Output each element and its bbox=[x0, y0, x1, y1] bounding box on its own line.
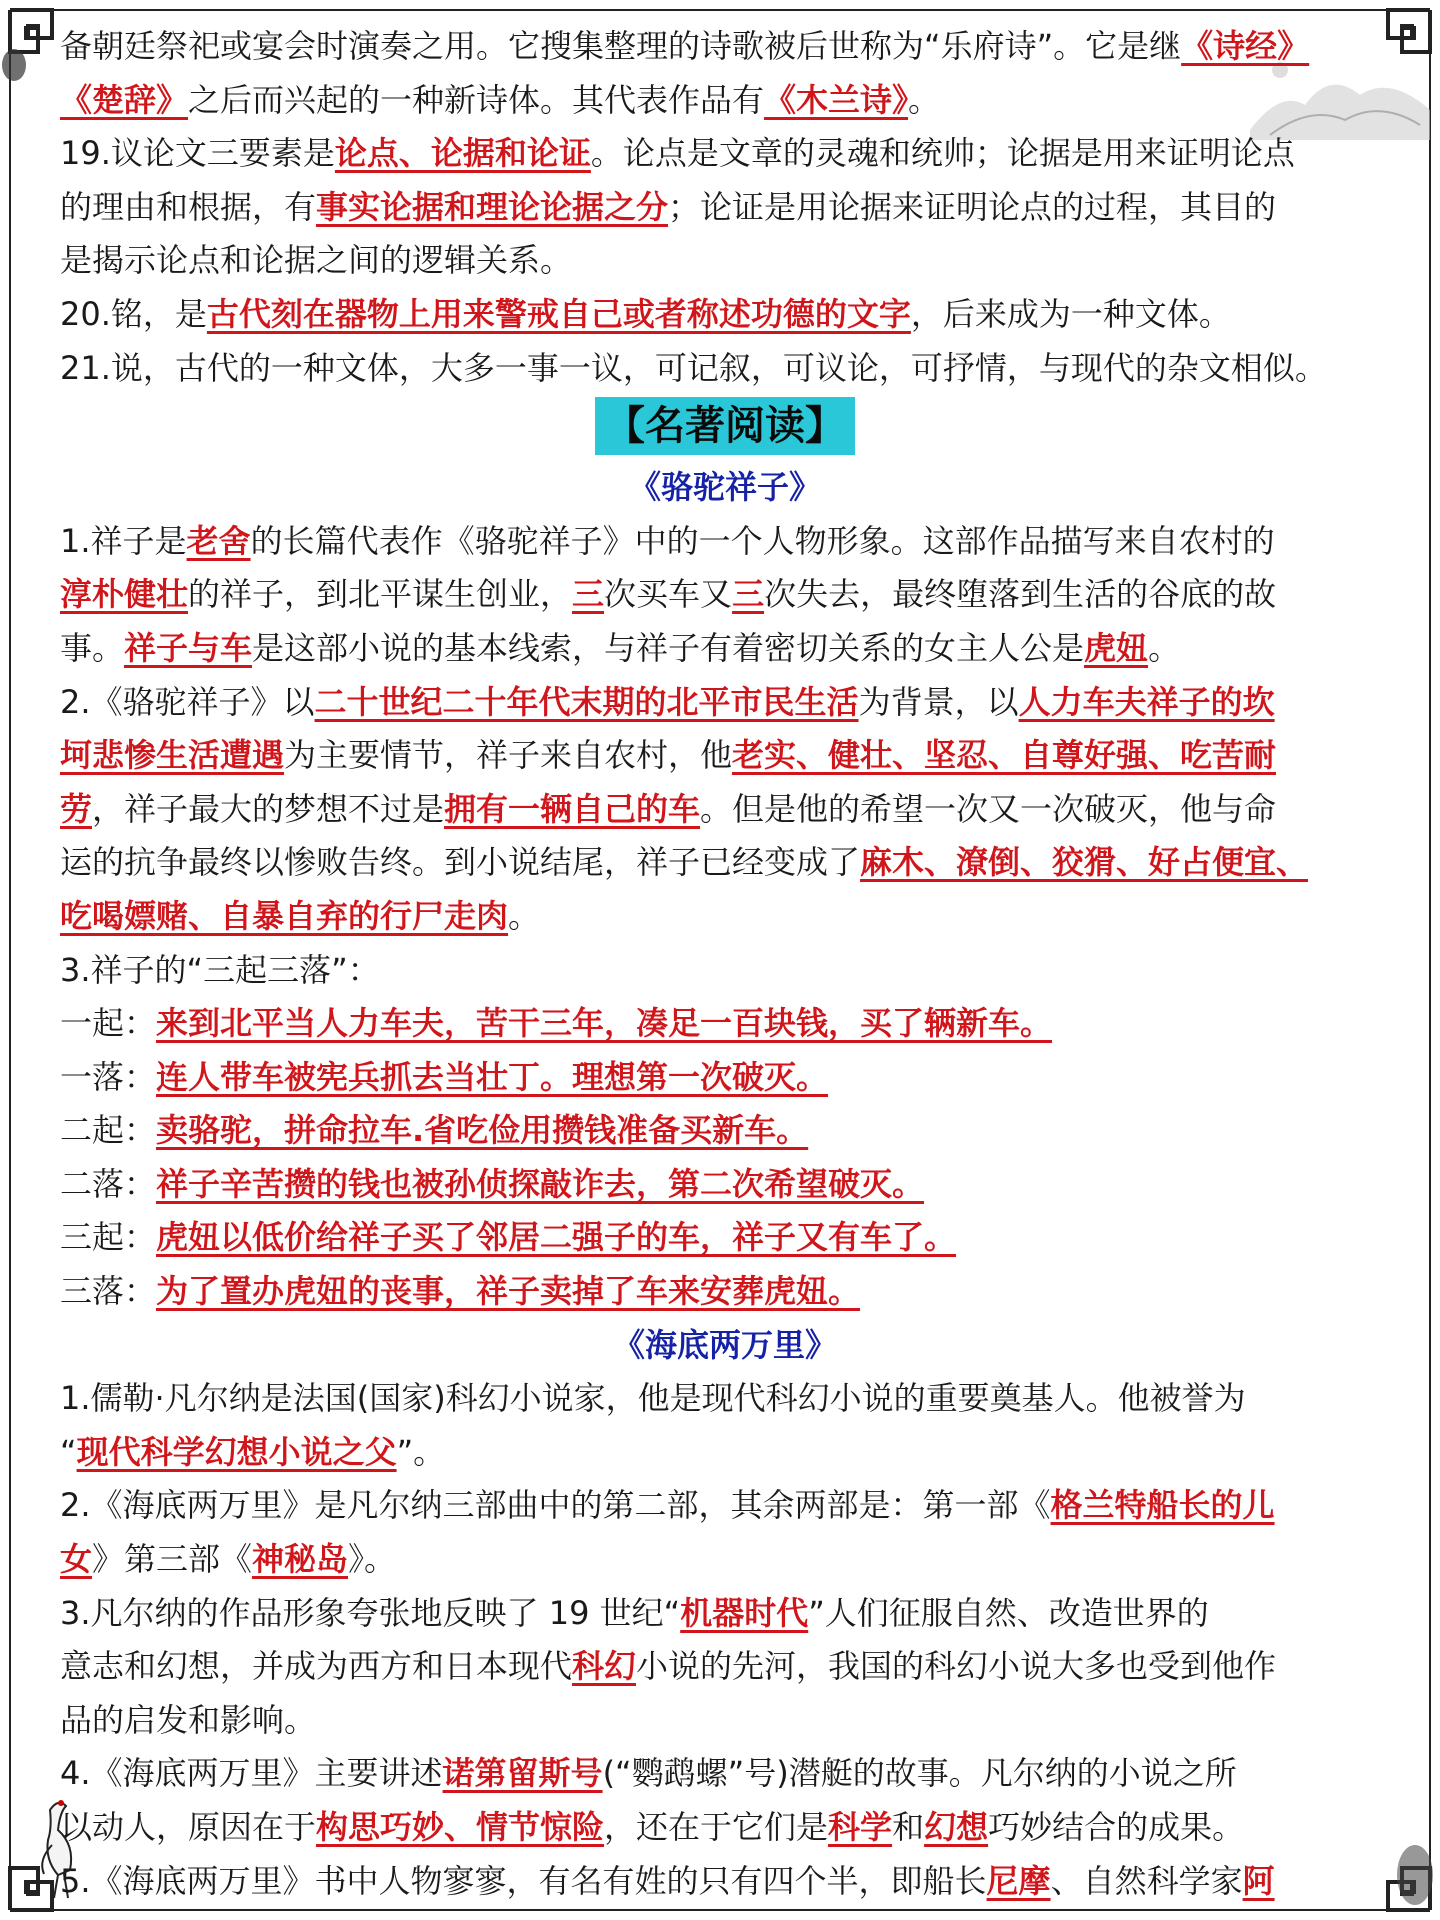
text-segment: 次失去，最终堕落到生活的谷底的故 bbox=[764, 575, 1277, 614]
key-answer: 吃喝嫖赌、自暴自弃的行尸走肉 bbox=[60, 896, 509, 935]
text-segment: 品的启发和影响。 bbox=[60, 1700, 317, 1739]
text-segment: 。但是他的希望一次又一次破灭，他与命 bbox=[700, 789, 1277, 828]
ink-blot-icon bbox=[1385, 1830, 1440, 1920]
text-line bbox=[60, 1426, 1390, 1480]
text-line bbox=[60, 890, 1390, 944]
text-line bbox=[60, 515, 1390, 569]
text-line bbox=[60, 836, 1390, 890]
document-body bbox=[60, 20, 1390, 1908]
key-answer: 神秘岛 bbox=[252, 1540, 349, 1579]
text-segment: 事。 bbox=[60, 628, 125, 667]
text-line bbox=[60, 1533, 1390, 1587]
camel-title: 《骆驼祥子》 bbox=[628, 468, 821, 507]
text-segment: ，后来成为一种文体。 bbox=[910, 294, 1231, 333]
key-answer: 科学 bbox=[828, 1808, 893, 1846]
text-segment: 2.《海底两万里》是凡尔纳三部曲中的第二部，其余两部是：第一部《 bbox=[60, 1486, 1051, 1525]
key-answer: 老实、健壮、坚忍、自尊好强、吃苦耐 bbox=[732, 736, 1277, 775]
key-answer: 现代科学幻想小说之父 bbox=[76, 1432, 397, 1471]
key-answer: 尼摩 bbox=[986, 1861, 1051, 1900]
text-segment: 、自然科学家 bbox=[1050, 1861, 1243, 1900]
key-answer: 虎妞 bbox=[1084, 628, 1149, 667]
key-answer: 人力车夫祥子的坎 bbox=[1018, 682, 1275, 721]
text-segment: 。 bbox=[508, 896, 541, 935]
text-line bbox=[60, 944, 1390, 998]
text-segment: ，祥子最大的梦想不过是 bbox=[92, 789, 445, 828]
key-answer: 事实论据和理论论据之分 bbox=[316, 187, 669, 226]
text-segment: “ bbox=[60, 1432, 77, 1471]
key-answer: 二十世纪二十年代末期的北平市民生活 bbox=[314, 682, 859, 721]
stage-item bbox=[60, 1211, 1390, 1265]
key-answer: 老舍 bbox=[186, 521, 251, 560]
text-segment: 21.说，古代的一种文体，大多一事一议，可记叙，可议论，可抒情，与现代的杂文相似。 bbox=[60, 348, 1327, 387]
text-segment: 的祥子，到北平谋生创业， bbox=[188, 575, 573, 614]
key-answer: 拥有一辆自己的车 bbox=[444, 789, 701, 828]
key-answer: 古代刻在器物上用来警戒自己或者称述功德的文字 bbox=[206, 294, 911, 333]
camel-section bbox=[60, 515, 1390, 997]
key-answer: 诺第留斯号 bbox=[442, 1754, 603, 1793]
text-segment: 。 bbox=[908, 80, 941, 119]
stage-item bbox=[60, 1158, 1390, 1212]
stage-text: 祥子辛苦攒的钱也被孙侦探敲诈去，第二次希望破灭。 bbox=[156, 1164, 925, 1203]
key-answer: 麻木、潦倒、狡猾、好占便宜、 bbox=[860, 843, 1309, 882]
key-answer: 《木兰诗》 bbox=[764, 80, 909, 119]
sea-section bbox=[60, 1372, 1390, 1908]
text-segment: 3.祥子的“三起三落”： bbox=[60, 950, 380, 989]
text-segment: ”人们征服自然、改造世界的 bbox=[808, 1593, 1209, 1632]
key-answer: 《诗经》 bbox=[1181, 27, 1310, 65]
text-segment: 意志和幻想，并成为西方和日本现代 bbox=[60, 1647, 573, 1686]
text-segment: 和 bbox=[892, 1808, 925, 1846]
text-line bbox=[60, 622, 1390, 676]
stage-item bbox=[60, 1051, 1390, 1105]
text-segment: 之后而兴起的一种新诗体。其代表作品有 bbox=[188, 80, 765, 119]
text-line bbox=[60, 288, 1390, 342]
text-segment: 19.议论文三要素是 bbox=[60, 134, 335, 173]
text-line bbox=[60, 1694, 1390, 1748]
text-line bbox=[60, 783, 1390, 837]
text-segment: 1.儒勒·凡尔纳是法国(国家)科幻小说家，他是现代科幻小说的重要奠基人。他被誉为 bbox=[60, 1379, 1246, 1418]
text-segment: 运的抗争最终以惨败告终。到小说结尾，祥子已经变成了 bbox=[60, 843, 861, 882]
text-segment: 的长篇代表作《骆驼祥子》中的一个人物形象。这部作品描写来自农村的 bbox=[250, 521, 1275, 560]
key-answer: 三 bbox=[732, 575, 765, 614]
text-segment: 。论点是文章的灵魂和统帅；论据是用来证明论点 bbox=[590, 134, 1295, 173]
text-line bbox=[60, 1640, 1390, 1694]
key-answer: 构思巧妙、情节惊险 bbox=[316, 1808, 605, 1846]
key-answer: 女 bbox=[60, 1540, 93, 1579]
text-line bbox=[60, 1801, 1390, 1855]
text-line bbox=[60, 676, 1390, 730]
text-segment: ，还在于它们是 bbox=[604, 1808, 829, 1846]
text-segment: 3.凡尔纳的作品形象夸张地反映了 19 世纪“ bbox=[60, 1593, 681, 1632]
text-segment: 小说的先河，我国的科幻小说大多也受到他作 bbox=[636, 1647, 1277, 1686]
text-line bbox=[60, 20, 1390, 74]
ink-dot-icon bbox=[0, 40, 40, 90]
text-line bbox=[60, 181, 1390, 235]
text-line bbox=[60, 234, 1390, 288]
text-line bbox=[60, 729, 1390, 783]
stage-text: 虎妞以低价给祥子买了邻居二强子的车，祥子又有车了。 bbox=[156, 1218, 957, 1257]
key-answer: 格兰特船长的儿 bbox=[1050, 1486, 1275, 1525]
text-line bbox=[60, 127, 1390, 181]
text-segment: 5.《海底两万里》书中人物寥寥，有名有姓的只有四个半，即船长 bbox=[60, 1861, 987, 1900]
key-answer: 祥子与车 bbox=[124, 628, 253, 667]
key-answer: 幻想 bbox=[924, 1808, 989, 1846]
section-banner: 【名著阅读】 bbox=[595, 397, 855, 455]
text-segment: 》。 bbox=[348, 1540, 397, 1579]
text-line bbox=[60, 1479, 1390, 1533]
stage-text: 来到北平当人力车夫，苦干三年，凑足一百块钱，买了辆新车。 bbox=[156, 1004, 1053, 1043]
key-answer: 坷悲惨生活遭遇 bbox=[60, 736, 285, 775]
text-segment: 。 bbox=[1148, 628, 1181, 667]
intro-section bbox=[60, 20, 1390, 395]
text-segment: 以动人，原因在于 bbox=[60, 1808, 317, 1846]
text-line bbox=[60, 1372, 1390, 1426]
text-segment: 4.《海底两万里》主要讲述 bbox=[60, 1754, 443, 1793]
text-segment: 的理由和根据，有 bbox=[60, 187, 317, 226]
text-segment: ”。 bbox=[396, 1432, 446, 1471]
stage-item bbox=[60, 1265, 1390, 1319]
text-segment: 巧妙结合的成果。 bbox=[988, 1808, 1245, 1846]
stage-text: 卖骆驼，拼命拉车.省吃俭用攒钱准备买新车。 bbox=[156, 1111, 809, 1150]
stage-label: 三起： bbox=[60, 1218, 157, 1257]
key-answer: 《楚辞》 bbox=[60, 80, 189, 119]
stage-label: 二落： bbox=[60, 1164, 157, 1203]
text-line bbox=[60, 1855, 1390, 1909]
text-segment: 为背景，以 bbox=[858, 682, 1019, 721]
key-answer: 阿 bbox=[1242, 1861, 1275, 1900]
text-line bbox=[60, 74, 1390, 128]
text-segment: 是揭示论点和论据之间的逻辑关系。 bbox=[60, 241, 573, 280]
key-answer: 三 bbox=[572, 575, 605, 614]
text-segment: 次买车又 bbox=[604, 575, 733, 614]
text-segment: 2.《骆驼祥子》以 bbox=[60, 682, 315, 721]
stage-label: 二起： bbox=[60, 1111, 157, 1150]
stage-item bbox=[60, 1104, 1390, 1158]
camel-stages bbox=[60, 997, 1390, 1319]
sea-title: 《海底两万里》 bbox=[612, 1325, 837, 1364]
section-banner-row bbox=[60, 397, 1390, 461]
text-segment: (“鹦鹉螺”号)潜艇的故事。凡尔纳的小说之所 bbox=[602, 1754, 1237, 1793]
text-segment: 备朝廷祭祀或宴会时演奏之用。它搜集整理的诗歌被后世称为“乐府诗”。它是继 bbox=[60, 27, 1182, 65]
text-line bbox=[60, 1587, 1390, 1641]
key-answer: 劳 bbox=[60, 789, 93, 828]
stage-text: 为了置办虎妞的丧事，祥子卖掉了车来安葬虎妞。 bbox=[156, 1272, 861, 1311]
text-line bbox=[60, 1747, 1390, 1801]
text-segment: 》第三部《 bbox=[92, 1540, 253, 1579]
stage-text: 连人带车被宪兵抓去当壮丁。理想第一次破灭。 bbox=[156, 1057, 829, 1096]
text-segment: 20.铭，是 bbox=[60, 294, 207, 333]
key-answer: 淳朴健壮 bbox=[60, 575, 189, 614]
key-answer: 机器时代 bbox=[680, 1593, 809, 1632]
text-line bbox=[60, 568, 1390, 622]
stage-label: 三落： bbox=[60, 1272, 157, 1311]
stage-item bbox=[60, 997, 1390, 1051]
text-segment: ；论证是用论据来证明论点的过程，其目的 bbox=[668, 187, 1277, 226]
text-segment: 为主要情节，祥子来自农村，他 bbox=[284, 736, 733, 775]
text-segment: 是这部小说的基本线索，与祥子有着密切关系的女主人公是 bbox=[252, 628, 1085, 667]
text-segment: 1.祥子是 bbox=[60, 521, 187, 560]
stage-label: 一落： bbox=[60, 1057, 157, 1096]
text-line bbox=[60, 342, 1390, 396]
stage-label: 一起： bbox=[60, 1004, 157, 1043]
key-answer: 论点、论据和论证 bbox=[334, 134, 591, 173]
key-answer: 科幻 bbox=[572, 1647, 637, 1686]
